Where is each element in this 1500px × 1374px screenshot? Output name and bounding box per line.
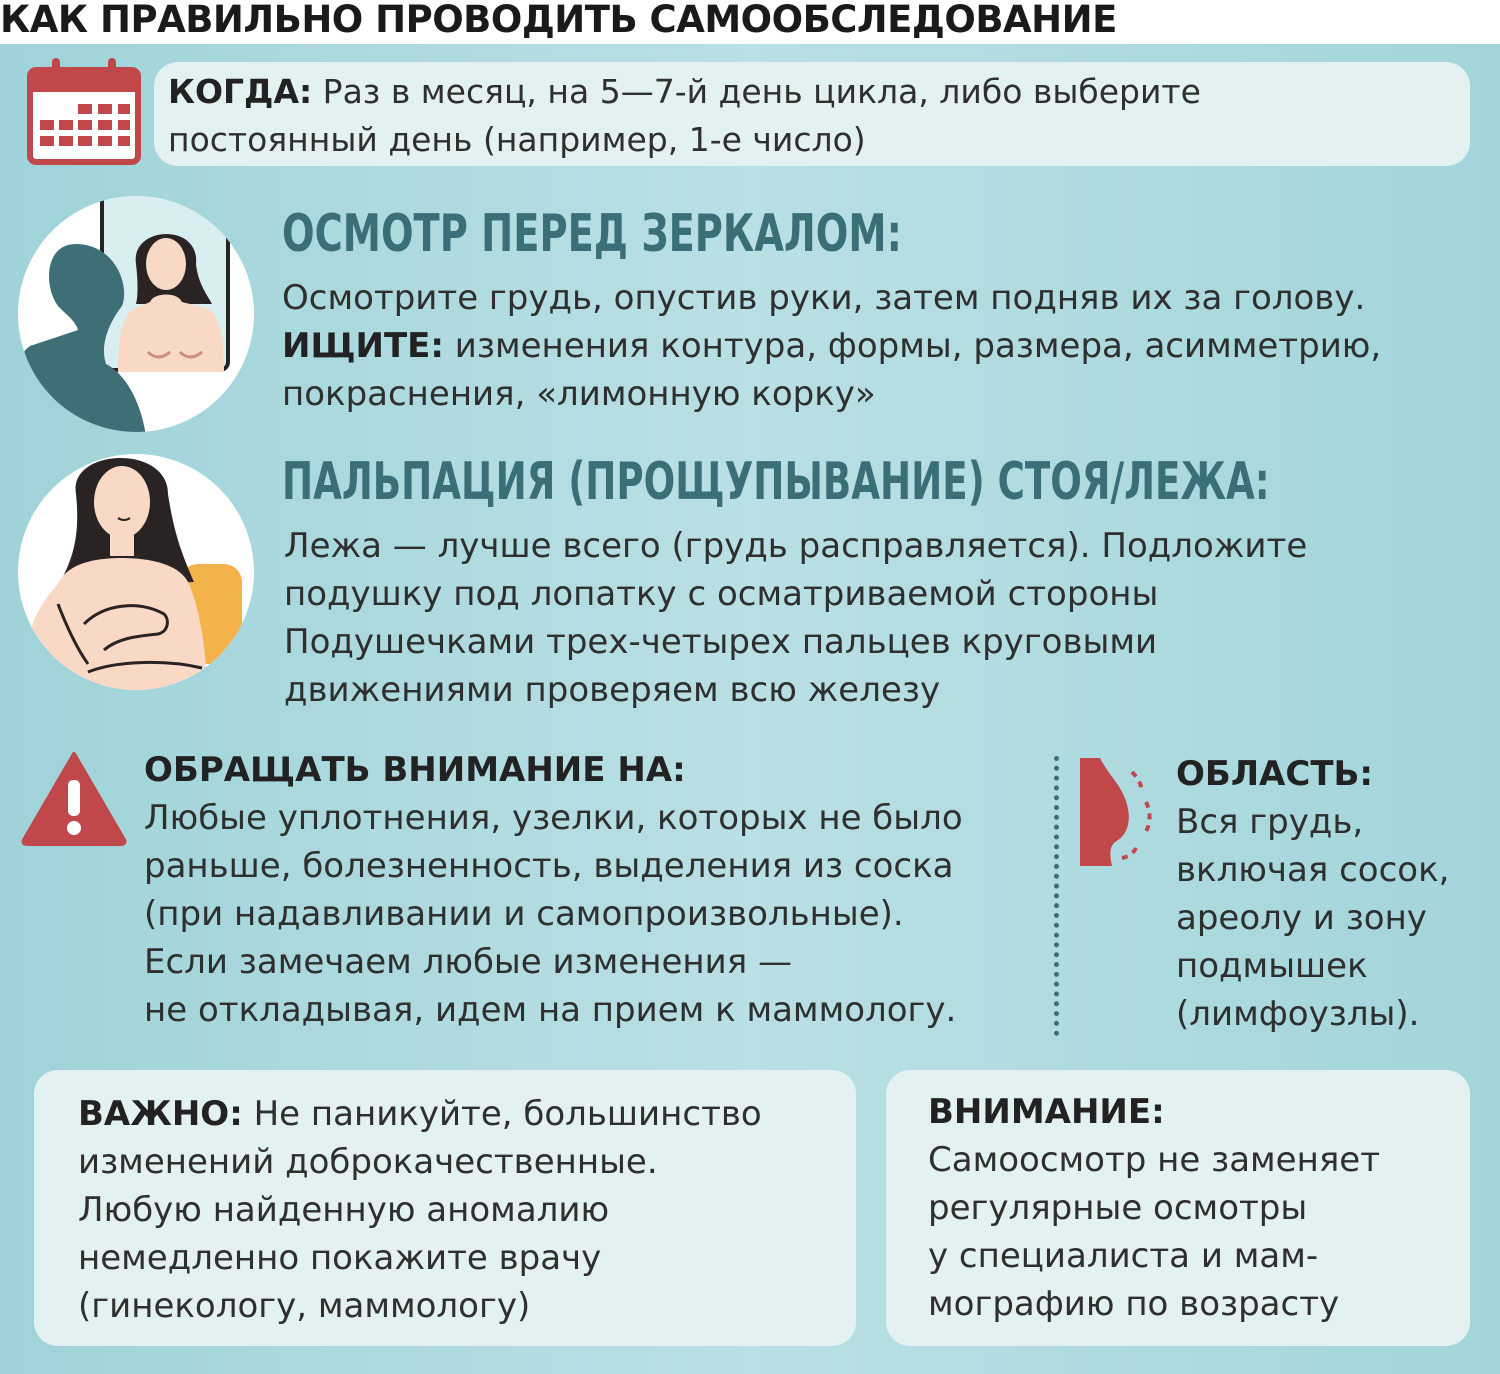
warning-text	[928, 1136, 1448, 1328]
mirror-illustration	[18, 196, 254, 432]
infographic-panel	[0, 44, 1500, 1374]
attention-text	[144, 794, 1044, 1034]
attention-line: Любые уплотнения, узелки, которых не было	[144, 798, 963, 838]
mirror-line2: изменения контура, формы, размера, асимметрию,	[444, 326, 1382, 366]
area-line: ареолу и зону	[1176, 898, 1427, 938]
area-line: включая сосок,	[1176, 850, 1450, 890]
area-heading: ОБЛАСТЬ:	[1176, 754, 1374, 794]
area-line: (лимфоузлы).	[1176, 994, 1420, 1034]
palpation-text	[284, 522, 1464, 714]
calendar-icon	[26, 56, 142, 166]
area-line: подмышек	[1176, 946, 1368, 986]
attention-line: не откладывая, идем на прием к маммологу.	[144, 990, 957, 1030]
important-line: Любую найденную аномалию	[78, 1190, 610, 1230]
palpation-illustration	[18, 454, 254, 690]
important-line1: Не паникуйте, большинство	[242, 1094, 762, 1134]
area-line: Вся грудь,	[1176, 802, 1364, 842]
warning-line: мографию по возрасту	[928, 1284, 1340, 1324]
attention-heading: ОБРАЩАТЬ ВНИМАНИЕ НА:	[144, 750, 686, 790]
warning-line: регулярные осмотры	[928, 1188, 1308, 1228]
warning-triangle-icon	[20, 750, 128, 846]
palpation-line: Подушечками трех-четырех пальцев круговыми	[284, 622, 1158, 662]
warning-line: Самоосмотр не заменяет	[928, 1140, 1381, 1180]
mirror-woman-icon	[18, 196, 254, 432]
breast-profile-icon	[1078, 756, 1158, 868]
mirror-look-label: ИЩИТЕ:	[282, 326, 444, 366]
attention-line: (при надавливании и самопроизвольные).	[144, 894, 904, 934]
attention-line: Если замечаем любые изменения —	[144, 942, 792, 982]
important-line: (гинекологу, маммологу)	[78, 1286, 531, 1326]
palpation-line: движениями проверяем всю железу	[284, 670, 941, 710]
mirror-line3: покраснения, «лимонную корку»	[282, 374, 876, 414]
when-line1: Раз в месяц, на 5—7-й день цикла, либо выберите	[312, 72, 1201, 111]
mirror-text	[282, 274, 1492, 418]
warning-heading: ВНИМАНИЕ:	[928, 1092, 1165, 1132]
palpation-line: подушку под лопатку с осматриваемой стороны	[284, 574, 1159, 614]
page-title: КАК ПРАВИЛЬНО ПРОВОДИТЬ САМООБСЛЕДОВАНИЕ	[0, 0, 1117, 41]
when-text	[168, 68, 1458, 164]
warning-line: у специалиста и мам-	[928, 1236, 1319, 1276]
palpation-line: Лежа — лучше всего (грудь расправляется). Подложите	[284, 526, 1308, 566]
when-label: КОГДА:	[168, 72, 313, 111]
important-line: изменений доброкачественные.	[78, 1142, 658, 1182]
important-line: немедленно покажите врачу	[78, 1238, 602, 1278]
mirror-heading: ОСМОТР ПЕРЕД ЗЕРКАЛОМ:	[282, 204, 902, 264]
palpation-heading: ПАЛЬПАЦИЯ (ПРОЩУПЫВАНИЕ) СТОЯ/ЛЕЖА:	[282, 452, 1270, 512]
palpating-woman-icon	[18, 454, 254, 690]
important-text	[78, 1090, 838, 1330]
when-line2: постоянный день (например, 1-е число)	[168, 120, 866, 159]
mirror-line1: Осмотрите грудь, опустив руки, затем подняв их за голову.	[282, 278, 1366, 318]
area-text	[1176, 798, 1496, 1038]
attention-line: раньше, болезненность, выделения из соска	[144, 846, 954, 886]
important-label: ВАЖНО:	[78, 1094, 243, 1134]
dotted-divider	[1054, 756, 1060, 1036]
